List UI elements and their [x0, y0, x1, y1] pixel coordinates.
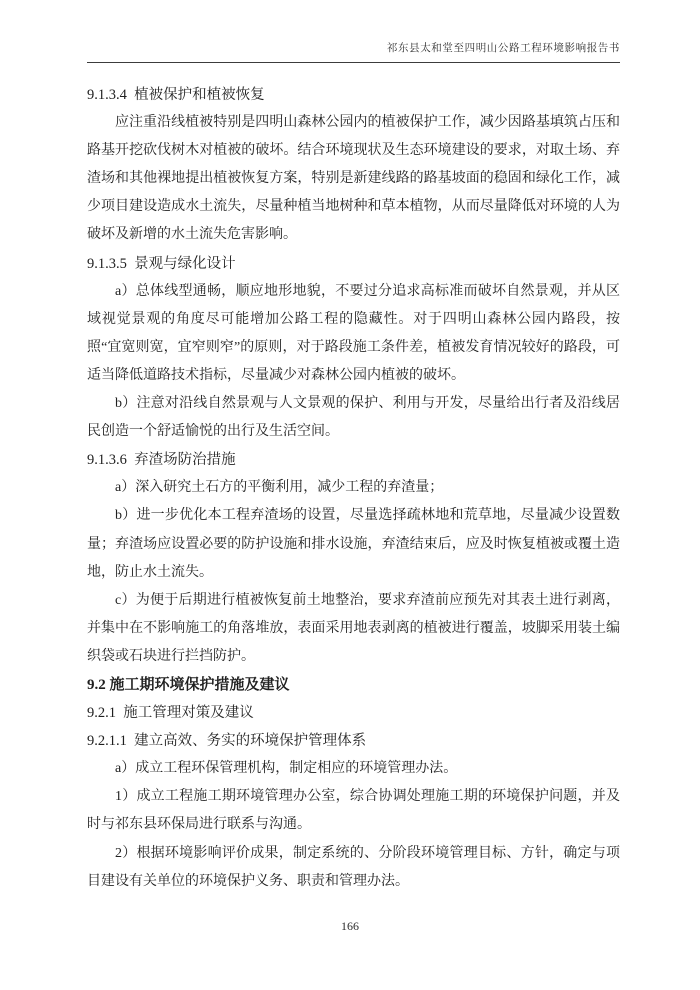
paragraph: a）成立工程环保管理机构，制定相应的环境管理办法。 [115, 761, 458, 777]
paragraph: 1）成立工程施工期环境管理办公室，综合协调处理施工期的环境保护问题，并及时与祁东县环保局进行联系与沟通。 [87, 789, 620, 833]
paragraph: a）深入研究土石方的平衡利用，减少工程的弃渣量； [115, 480, 444, 496]
page-footer [0, 919, 700, 934]
paragraph: 2）根据环境影响评价成果，制定系统的、分阶段环境管理目标、方针，确定与项目建设有关单位的环境保护义务、职责和管理办法。 [87, 845, 620, 889]
section-heading-9-1-3-4: 9.1.3.4 植被保护和植被恢复 [87, 87, 265, 103]
section-heading-9-2: 9.2 施工期环境保护措施及建议 [87, 676, 290, 693]
paragraph: a）总体线型通畅，顺应地形地貌，不要过分追求高标准而破坏自然景观，并从区域视觉景观的角度尽可能增加公路工程的隐藏性。对于四明山森林公园内路段，按照“宜宽则宽，宜窄则窄”的原则，对于路段施工条件差，植被发育情况较好的路段，可适当降低道路技术指标，尽量减少对森林公园内植被的破坏。 [87, 283, 620, 383]
section-heading-9-1-3-5: 9.1.3.5 景观与绿化设计 [87, 255, 236, 272]
document-content [87, 81, 620, 896]
running-header-title: 祁东县太和堂至四明山公路工程环境影响报告书 [386, 43, 620, 54]
section-heading-9-2-1-1: 9.2.1.1 建立高效、务实的环境保护管理体系 [87, 733, 367, 750]
section-heading-9-1-3-6: 9.1.3.6 弃渣场防治措施 [87, 452, 236, 469]
paragraph: c）为便于后期进行植被恢复前土地整治，要求弃渣前应预先对其表土进行剥离，并集中在不影响施工的角落堆放，表面采用地表剥离的植被进行覆盖，坡脚采用装土编织袋或石块进行拦挡防护。 [87, 592, 620, 664]
paragraph: b）进一步优化本工程弃渣场的设置，尽量选择疏林地和荒草地，尽量减少设置数量；弃渣场应设置必要的防护设施和排水设施，弃渣结束后，应及时恢复植被或覆土造地，防止水土流失。 [87, 508, 620, 580]
paragraph: 应注重沿线植被特别是四明山森林公园内的植被保护工作，减少因路基填筑占压和路基开挖砍伐树木对植被的破坏。结合环境现状及生态环境建设的要求，对取土场、弃渣场和其他裸地提出植被恢复方案，特别是新建线路的路基坡面的稳固和绿化工作，减少项目建设造成水土流失，尽量种植当地树种和草本植物，从而尽量降低对环境的人为破坏及新增的水土流失危害影响。 [87, 115, 620, 243]
section-heading-9-2-1: 9.2.1 施工管理对策及建议 [87, 705, 254, 722]
running-header [87, 42, 620, 56]
page-number: 166 [341, 919, 359, 933]
paragraph: b）注意对沿线自然景观与人文景观的保护、利用与开发，尽量给出行者及沿线居民创造一个舒适愉悦的出行及生活空间。 [87, 396, 620, 440]
header-divider [87, 62, 620, 63]
